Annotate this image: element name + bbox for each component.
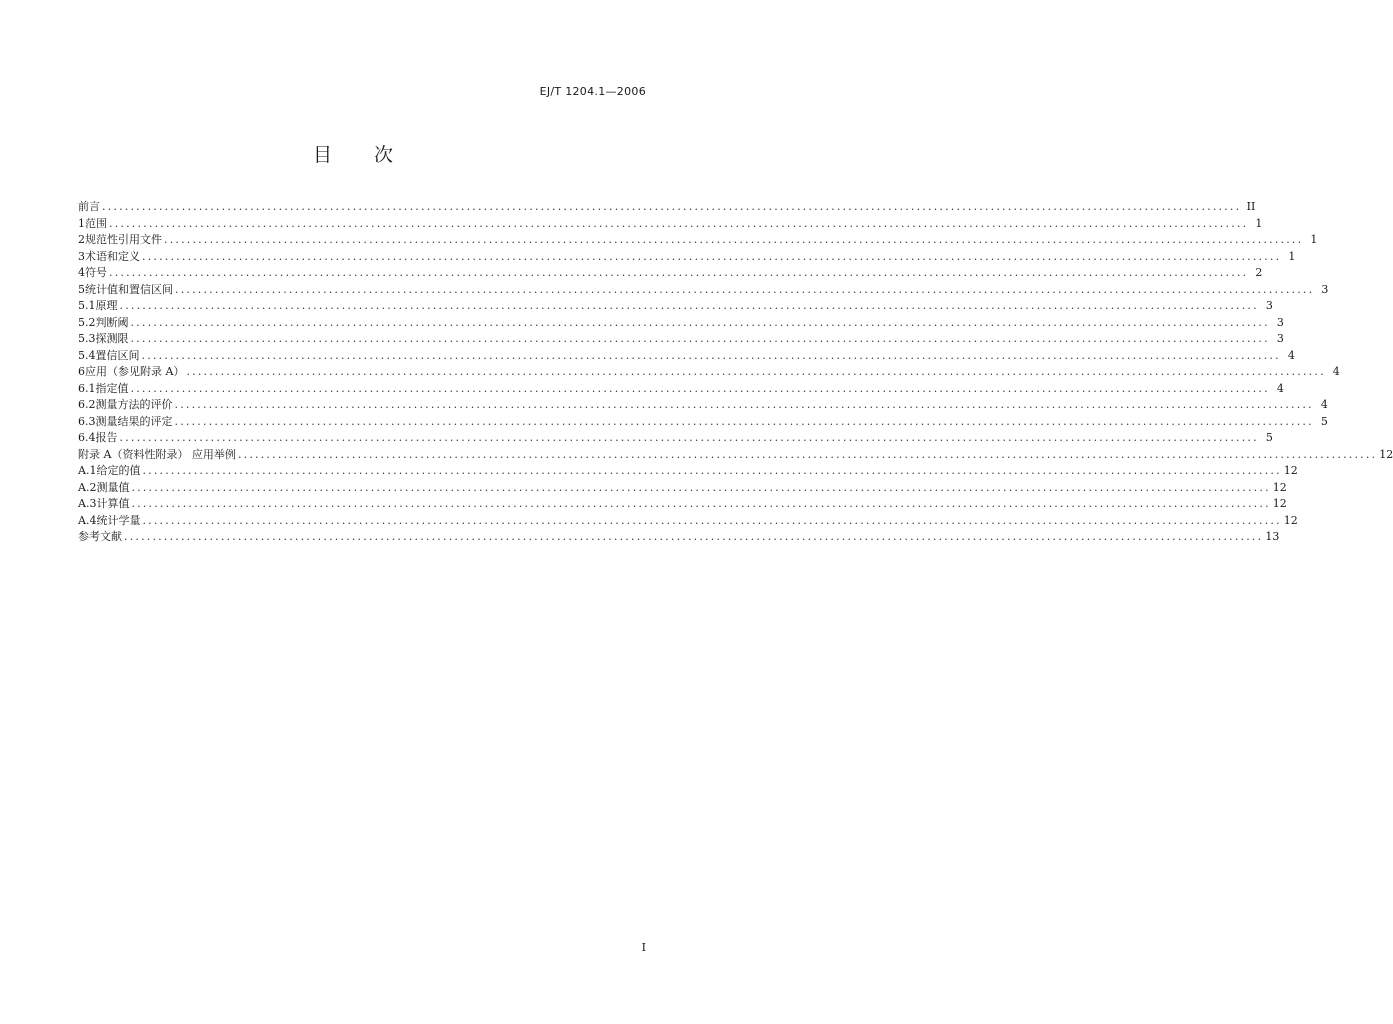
toc-leader-dots: ........................................................................................................................................................................................................: [102, 200, 1242, 213]
toc-entry-label: 范围: [85, 216, 107, 230]
toc-entry-number: 2: [78, 233, 85, 246]
toc-leader-dots: ........................................................................................................................................................................................................: [109, 216, 1249, 230]
toc-entry-number: A.2: [78, 480, 97, 494]
toc-entry: [78, 198, 1256, 215]
toc-entry: [78, 363, 1340, 380]
toc-leader-dots: ........................................................................................................................................................................................................: [141, 348, 1281, 362]
toc-entry-label: 参考文献: [78, 530, 122, 543]
toc-entry-label: 测量结果的评定: [95, 414, 173, 428]
toc-entry: [78, 264, 1263, 281]
toc-entry-label: 符号: [85, 266, 107, 279]
toc-entry: [78, 512, 1298, 529]
toc-entry-label: 测量方法的评价: [95, 398, 173, 411]
toc-entry-page: 13: [1265, 530, 1280, 543]
toc-entry: [78, 446, 1393, 463]
toc-entry: [78, 330, 1284, 347]
toc-entry-number: 6.4: [78, 431, 96, 444]
toc-entry-number: 5: [78, 282, 85, 296]
toc-entry: [78, 248, 1296, 265]
toc-entry-label: 规范性引用文件: [85, 233, 162, 246]
toc-entry-number: 6: [78, 365, 85, 378]
toc-entry-page: 4: [1332, 365, 1340, 378]
toc-entry-page: II: [1246, 200, 1256, 213]
toc-entry-number: 6.3: [78, 414, 96, 428]
toc-entry-label: 测量值: [96, 480, 130, 494]
toc-entry-number: 5.1: [78, 299, 96, 312]
toc-entry: [78, 380, 1284, 397]
document-code: EJ/T 1204.1—2006: [539, 85, 646, 98]
toc-entry-number: A.4: [78, 513, 97, 527]
toc-entry: [78, 347, 1295, 364]
toc-leader-dots: ........................................................................................................................................................................................................: [130, 381, 1270, 395]
toc-entry-label: 探测限: [95, 332, 129, 345]
toc-entry-page: 12: [1283, 464, 1298, 477]
toc-entry: [78, 462, 1298, 479]
toc-leader-dots: ........................................................................................................................................................................................................: [142, 513, 1282, 527]
toc-entry-number: 6.2: [78, 398, 96, 411]
toc-entry: [78, 297, 1273, 314]
toc-entry-label: 统计学量: [96, 513, 141, 527]
toc-leader-dots: ........................................................................................................................................................................................................: [175, 282, 1315, 296]
toc-leader-dots: ........................................................................................................................................................................................................: [130, 315, 1270, 329]
toc-leader-dots: ........................................................................................................................................................................................................: [130, 332, 1270, 345]
toc-entry: [78, 231, 1318, 248]
toc-entry-label: 统计值和置信区间: [85, 282, 173, 296]
toc-entry-page: 4: [1287, 348, 1295, 362]
toc-entry-label: 给定的值: [96, 464, 141, 477]
toc-leader-dots: ........................................................................................................................................................................................................: [237, 447, 1378, 461]
toc-entry: [78, 281, 1329, 298]
toc-entry-page: 12: [1283, 513, 1298, 527]
toc-entry-page: 3: [1276, 332, 1284, 345]
toc-entry-page: 5: [1320, 414, 1328, 428]
toc-entry-page: 1: [1255, 216, 1263, 230]
toc-entry-label: 术语和定义: [85, 249, 140, 263]
toc-entry-page: 12: [1272, 497, 1287, 510]
table-of-contents: [78, 198, 1393, 545]
toc-entry: [78, 396, 1328, 413]
toc-entry-number: A.3: [78, 497, 97, 510]
toc-leader-dots: ........................................................................................................................................................................................................: [186, 365, 1326, 378]
toc-entry-page: 2: [1255, 266, 1263, 279]
toc-leader-dots: ........................................................................................................................................................................................................: [119, 299, 1259, 312]
toc-entry-label: 指定值: [95, 381, 129, 395]
toc-leader-dots: ........................................................................................................................................................................................................: [164, 233, 1304, 246]
toc-entry-page: 12: [1379, 447, 1393, 461]
toc-leader-dots: ........................................................................................................................................................................................................: [109, 266, 1249, 279]
toc-leader-dots: ........................................................................................................................................................................................................: [131, 497, 1271, 510]
toc-entry-label: 报告: [95, 431, 118, 444]
toc-leader-dots: ........................................................................................................................................................................................................: [174, 414, 1314, 428]
toc-entry-page: 3: [1276, 315, 1284, 329]
toc-entry-number: 5.4: [78, 348, 96, 362]
toc-entry: [78, 528, 1280, 545]
toc-entry-page: 4: [1276, 381, 1284, 395]
toc-entry: [78, 429, 1273, 446]
toc-leader-dots: ........................................................................................................................................................................................................: [119, 431, 1259, 444]
toc-entry-number: 5.3: [78, 332, 96, 345]
toc-leader-dots: ........................................................................................................................................................................................................: [142, 249, 1282, 263]
toc-entry-label: 计算值: [96, 497, 130, 510]
toc-entry: [78, 413, 1328, 430]
toc-entry-page: 12: [1272, 480, 1287, 494]
toc-entry: [78, 479, 1287, 496]
toc-entry-label: 置信区间: [95, 348, 140, 362]
toc-leader-dots: ........................................................................................................................................................................................................: [124, 530, 1264, 543]
toc-entry-number: 3: [78, 249, 85, 263]
toc-entry-page: 5: [1265, 431, 1273, 444]
toc-entry-page: 3: [1265, 299, 1273, 312]
page-number: I: [641, 941, 646, 954]
toc-entry-page: 4: [1320, 398, 1328, 411]
toc-entry-label: 应用（参见附录 A）: [85, 365, 185, 378]
toc-entry-page: 1: [1310, 233, 1318, 246]
toc-leader-dots: ........................................................................................................................................................................................................: [131, 480, 1271, 494]
toc-leader-dots: ........................................................................................................................................................................................................: [142, 464, 1282, 477]
toc-entry-number: 1: [78, 216, 85, 230]
toc-entry-label: 原理: [95, 299, 118, 312]
toc-entry-number: 6.1: [78, 381, 96, 395]
toc-entry-label: 附录 A（资料性附录） 应用举例: [78, 447, 236, 461]
toc-entry-number: A.1: [78, 464, 97, 477]
toc-entry-label: 前言: [78, 200, 100, 213]
toc-entry-number: 5.2: [78, 315, 96, 329]
toc-entry-label: 判断阈: [95, 315, 129, 329]
toc-entry: [78, 215, 1263, 232]
toc-entry: [78, 314, 1284, 331]
toc-entry-page: 3: [1321, 282, 1329, 296]
toc-entry-page: 1: [1288, 249, 1296, 263]
page-title: 目 次: [312, 144, 412, 166]
toc-entry-number: 4: [78, 266, 85, 279]
toc-leader-dots: ........................................................................................................................................................................................................: [174, 398, 1314, 411]
toc-entry: [78, 495, 1287, 512]
